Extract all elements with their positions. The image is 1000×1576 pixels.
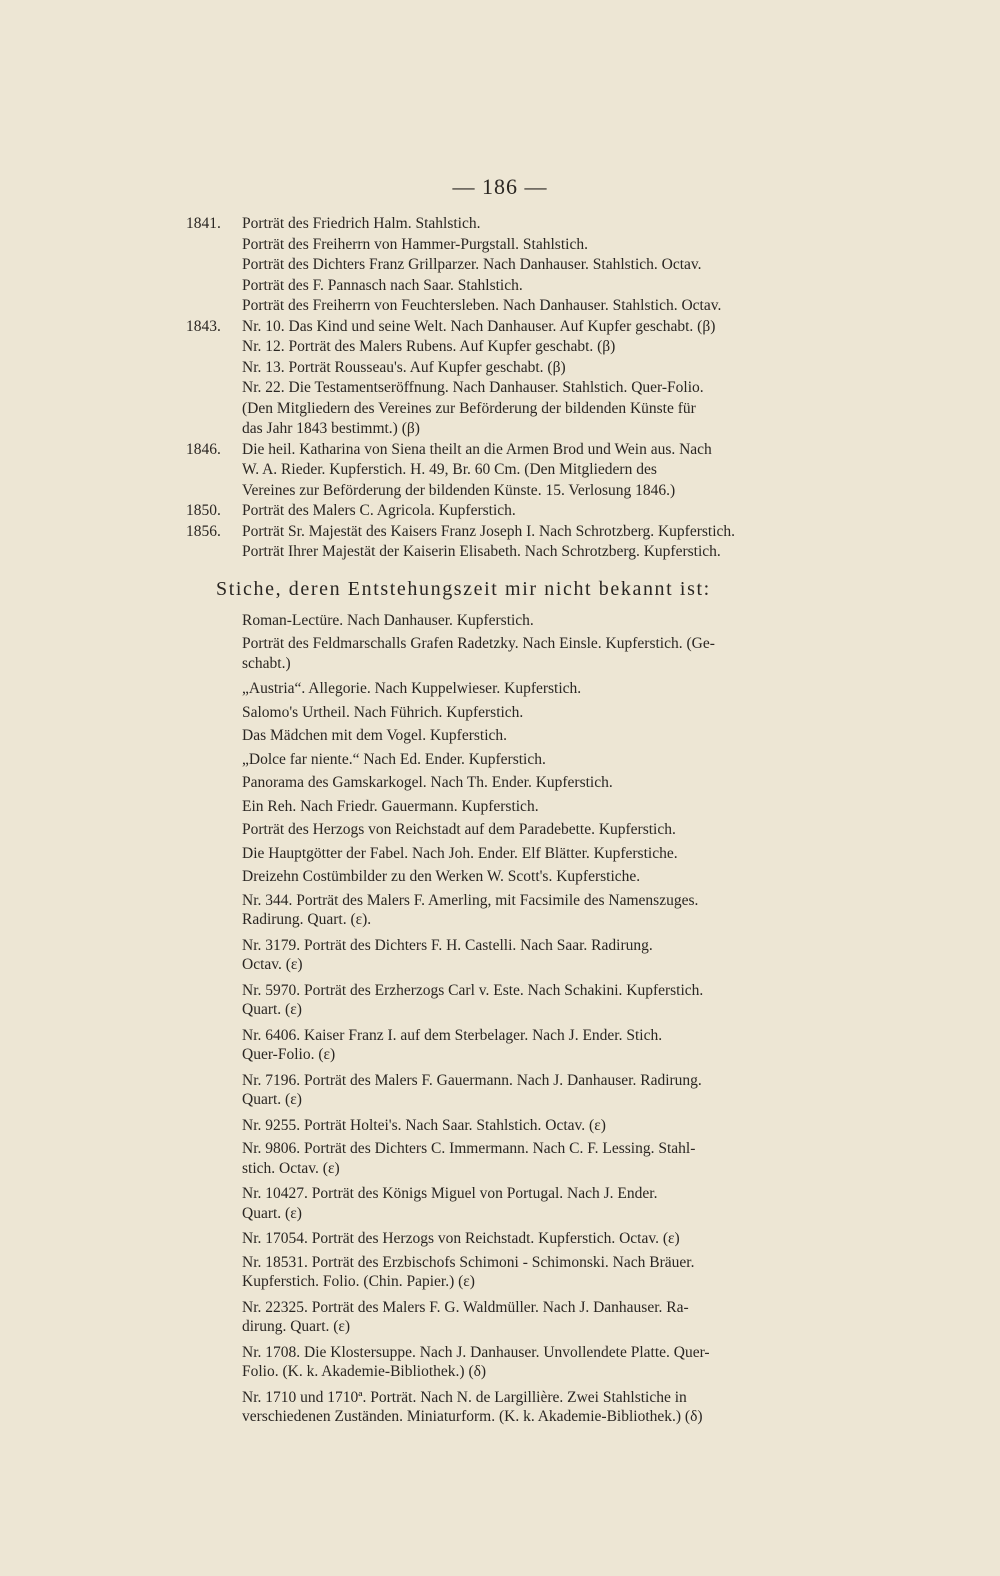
entry-line: Nr. 3179. Porträt des Dichters F. H. Castelli. Nach Saar. Radirung. [242, 936, 653, 954]
catalog-entry [186, 703, 906, 723]
dated-entries [186, 214, 906, 563]
entry-line: schabt.) [242, 654, 291, 672]
entry-line: Panorama des Gamskarkogel. Nach Th. Ender. Kupferstich. [242, 774, 613, 791]
entry-line: Nr. 10427. Porträt des Königs Miguel von Portugal. Nach J. Ender. [242, 1185, 658, 1202]
catalog-entry [186, 276, 906, 297]
catalog-entry [186, 1298, 906, 1337]
section-heading: Stiche, deren Entstehungszeit mir nicht bekannt ist: [216, 577, 711, 600]
entry-line: Porträt Sr. Majestät des Kaisers Franz Joseph I. Nach Schrotzberg. Kupferstich. [242, 522, 736, 540]
entry-year: 1846. [186, 440, 221, 458]
catalog-entry [186, 542, 906, 563]
entry-line: Das Mädchen mit dem Vogel. Kupferstich. [242, 727, 508, 744]
entry-line: Quart. (ε) [242, 1204, 302, 1222]
entry-line: Ein Reh. Nach Friedr. Gauermann. Kupferstich. [242, 797, 539, 815]
catalog-entry [186, 1116, 906, 1136]
entry-line: Nr. 6406. Kaiser Franz I. auf dem Sterbelager. Nach J. Ender. Stich. [242, 1026, 663, 1044]
catalog-entry [186, 867, 906, 887]
entry-text [242, 337, 906, 358]
catalog-entry [186, 296, 906, 317]
catalog-entry [186, 981, 906, 1020]
entry-year: 1856. [186, 522, 221, 540]
catalog-entry [186, 1071, 906, 1110]
entry-text [242, 501, 906, 522]
catalog-entry [186, 440, 906, 502]
entry-line: das Jahr 1843 bestimmt.) (β) [242, 420, 420, 437]
catalog-entry [186, 235, 906, 256]
catalog-entry [186, 214, 906, 235]
entry-text [242, 296, 906, 317]
entry-line: Porträt des Malers C. Agricola. Kupferstich. [242, 502, 516, 519]
catalog-entry [186, 1388, 906, 1427]
catalog-entry [186, 1253, 906, 1292]
entry-line: Nr. 18531. Porträt des Erzbischofs Schimoni - Schimonski. Nach Bräuer. [242, 1253, 695, 1271]
page-content [186, 214, 906, 1433]
catalog-entry [186, 773, 906, 793]
entry-line: Nr. 12. Porträt des Malers Rubens. Auf Kupfer geschabt. (β) [242, 338, 616, 355]
catalog-entry [186, 378, 906, 440]
entry-line: Nr. 9806. Porträt des Dichters C. Immermann. Nach C. F. Lessing. Stahl- [242, 1140, 696, 1157]
entry-line: Porträt des Friedrich Halm. Stahlstich. [242, 215, 481, 232]
entry-text [242, 255, 906, 276]
entry-line: W. A. Rieder. Kupferstich. H. 49, Br. 60 Cm. (Den Mitgliedern des [242, 461, 657, 478]
entry-line: Die Hauptgötter der Fabel. Nach Joh. Ender. Elf Blätter. Kupferstiche. [242, 844, 678, 862]
catalog-entry [186, 1139, 906, 1178]
entry-year [186, 296, 242, 317]
entry-year [186, 378, 242, 440]
entry-line: Die heil. Katharina von Siena theilt an die Armen Brod und Wein aus. Nach [242, 440, 712, 458]
entry-line: „Austria“. Allegorie. Nach Kuppelwieser. Kupferstich. [242, 680, 582, 697]
entry-line: Nr. 22. Die Testamentseröffnung. Nach Danhauser. Stahlstich. Quer-Folio. [242, 379, 704, 396]
catalog-entry [186, 679, 906, 699]
entry-year [186, 542, 242, 563]
entry-year: 1841. [186, 215, 221, 232]
catalog-entry [186, 337, 906, 358]
entry-line: Roman-Lectüre. Nach Danhauser. Kupferstich. [242, 611, 534, 629]
entry-year [186, 235, 242, 256]
catalog-entry [186, 611, 906, 631]
catalog-entry [186, 255, 906, 276]
catalog-entry [186, 726, 906, 746]
entry-line: Radirung. Quart. (ε). [242, 911, 372, 928]
entry-line: Porträt des F. Pannasch nach Saar. Stahlstich. [242, 276, 523, 294]
entry-text [242, 235, 906, 256]
entry-line: Octav. (ε) [242, 956, 303, 973]
catalog-entry [186, 820, 906, 840]
entry-line: dirung. Quart. (ε) [242, 1318, 351, 1335]
entry-line: Nr. 1708. Die Klostersuppe. Nach J. Danhauser. Unvollendete Platte. Quer- [242, 1343, 710, 1361]
catalog-entry [186, 1026, 906, 1065]
entry-line: Nr. 10. Das Kind und seine Welt. Nach Danhauser. Auf Kupfer geschabt. (β) [242, 317, 716, 335]
entry-line: Nr. 5970. Porträt des Erzherzogs Carl v. Este. Nach Schakini. Kupferstich. [242, 981, 704, 999]
entry-line: Vereines zur Beförderung der bildenden Künste. 15. Verlosung 1846.) [242, 481, 676, 499]
entry-year [186, 255, 242, 276]
catalog-entry [186, 317, 906, 338]
entry-text [242, 542, 906, 563]
entry-line: Porträt des Freiherrn von Hammer-Purgstall. Stahlstich. [242, 235, 588, 253]
catalog-entry [186, 891, 906, 930]
undated-entries [186, 611, 906, 1427]
entry-line: Quer-Folio. (ε) [242, 1046, 336, 1063]
catalog-entry [186, 797, 906, 817]
entry-year [186, 358, 242, 379]
entry-text [242, 358, 906, 379]
entry-line: Nr. 344. Porträt des Malers F. Amerling, mit Facsimile des Namenszuges. [242, 891, 699, 909]
entry-line: verschiedenen Zuständen. Miniaturform. (K. k. Akademie-Bibliothek.) (δ) [242, 1408, 703, 1425]
entry-line: Quart. (ε) [242, 1091, 302, 1108]
catalog-entry [186, 358, 906, 379]
catalog-entry [186, 1184, 906, 1223]
entry-year: 1850. [186, 502, 221, 519]
entry-text [242, 276, 906, 297]
entry-line: Quart. (ε) [242, 1001, 302, 1018]
entry-text [242, 522, 906, 543]
entry-line: Dreizehn Costümbilder zu den Werken W. Scott's. Kupferstiche. [242, 868, 641, 885]
entry-line: stich. Octav. (ε) [242, 1159, 340, 1177]
catalog-entry [186, 522, 906, 543]
entry-line: Porträt des Freiherrn von Feuchtersleben. Nach Danhauser. Stahlstich. Octav. [242, 297, 722, 314]
entry-line: Porträt des Dichters Franz Grillparzer. Nach Danhauser. Stahlstich. Octav. [242, 256, 702, 273]
entry-line: Nr. 13. Porträt Rousseau's. Auf Kupfer geschabt. (β) [242, 358, 566, 376]
entry-text [242, 317, 906, 338]
entry-year [186, 337, 242, 358]
entry-line: Nr. 17054. Porträt des Herzogs von Reichstadt. Kupferstich. Octav. (ε) [242, 1230, 680, 1247]
entry-line: Nr. 1710 und 1710ª. Porträt. Nach N. de Largillière. Zwei Stahlstiche in [242, 1388, 687, 1406]
entry-text [242, 378, 906, 440]
entry-line: Porträt des Feldmarschalls Grafen Radetzky. Nach Einsle. Kupferstich. (Ge- [242, 635, 715, 652]
catalog-entry [186, 844, 906, 864]
catalog-entry [186, 501, 906, 522]
catalog-entry [186, 634, 906, 673]
entry-line: Salomo's Urtheil. Nach Führich. Kupferstich. [242, 703, 524, 721]
entry-year [186, 276, 242, 297]
catalog-entry [186, 1229, 906, 1249]
page-number: — 186 — [452, 174, 548, 199]
catalog-entry [186, 1343, 906, 1382]
entry-line: Nr. 22325. Porträt des Malers F. G. Waldmüller. Nach J. Danhauser. Ra- [242, 1298, 689, 1316]
catalog-entry [186, 936, 906, 975]
entry-line: Nr. 7196. Porträt des Malers F. Gauermann. Nach J. Danhauser. Radirung. [242, 1071, 702, 1089]
entry-text [242, 214, 906, 235]
entry-line: Folio. (K. k. Akademie-Bibliothek.) (δ) [242, 1363, 487, 1380]
entry-line: (Den Mitgliedern des Vereines zur Beförderung der bildenden Künste für [242, 399, 696, 417]
catalog-entry [186, 750, 906, 770]
entry-line: Nr. 9255. Porträt Holtei's. Nach Saar. Stahlstich. Octav. (ε) [242, 1116, 606, 1134]
entry-text [242, 440, 906, 502]
entry-line: Porträt Ihrer Majestät der Kaiserin Elisabeth. Nach Schrotzberg. Kupferstich. [242, 543, 721, 560]
entry-line: „Dolce far niente.“ Nach Ed. Ender. Kupferstich. [242, 750, 546, 768]
entry-year: 1843. [186, 317, 221, 335]
entry-line: Kupferstich. Folio. (Chin. Papier.) (ε) [242, 1273, 475, 1290]
entry-line: Porträt des Herzogs von Reichstadt auf dem Paradebette. Kupferstich. [242, 821, 676, 838]
